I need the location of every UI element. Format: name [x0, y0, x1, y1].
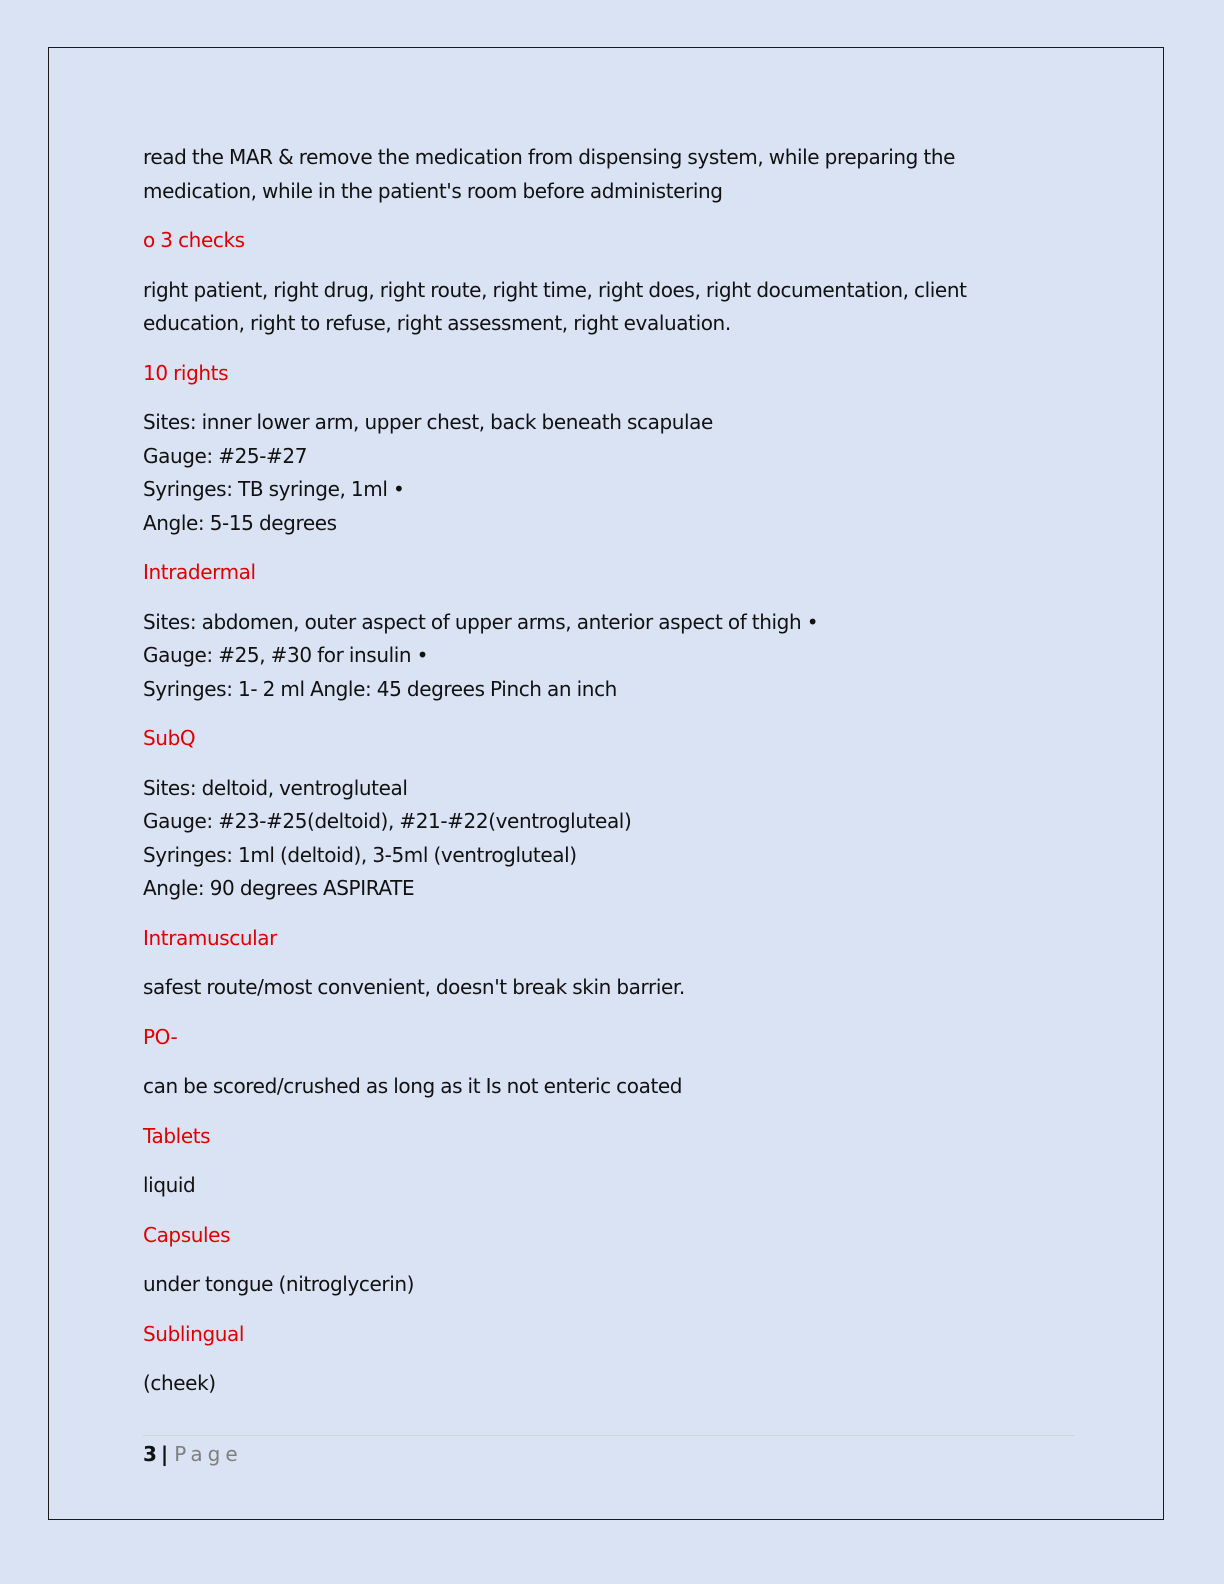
text-line: Syringes: 1- 2 ml Angle: 45 degrees Pinch an inch	[143, 676, 617, 701]
section-heading	[143, 224, 1083, 258]
text-line: Sites: deltoid, ventrogluteal	[143, 775, 408, 800]
paragraph	[143, 1169, 1083, 1203]
text-line: Angle: 5-15 degrees	[143, 510, 337, 535]
text-line: Sites: abdomen, outer aspect of upper arms, anterior aspect of thigh •	[143, 609, 819, 634]
text-line: Angle: 90 degrees ASPIRATE	[143, 876, 415, 900]
text-line: under tongue (nitroglycerin)	[143, 1272, 415, 1296]
page-footer	[143, 1440, 243, 1468]
paragraph	[143, 1367, 1083, 1401]
text-line: liquid	[143, 1173, 196, 1197]
text-line: Syringes: 1ml (deltoid), 3-5ml (ventrogluteal)	[143, 842, 577, 867]
section-heading	[143, 922, 1083, 956]
footer-divider	[143, 1435, 1075, 1436]
text-line: safest route/most convenient, doesn't break skin barrier.	[143, 975, 685, 999]
paragraph	[143, 406, 1083, 540]
text-line: Sites: inner lower arm, upper chest, back beneath scapulae	[143, 410, 713, 434]
text-line: Tablets	[143, 1123, 211, 1148]
page-label: Page	[174, 1442, 243, 1466]
text-line: Sublingual	[143, 1321, 245, 1346]
text-line: Intradermal	[143, 560, 256, 584]
section-heading	[143, 1120, 1083, 1154]
text-line: Gauge: #25, #30 for insulin •	[143, 643, 429, 667]
page-number: 3	[143, 1442, 157, 1466]
text-line: can be scored/crushed as long as it Is not enteric coated	[143, 1074, 683, 1098]
text-line: (cheek)	[143, 1371, 216, 1395]
section-heading	[143, 1219, 1083, 1253]
paragraph	[143, 1268, 1083, 1302]
text-line: 10 rights	[143, 360, 229, 385]
paragraph	[143, 1070, 1083, 1104]
text-line: right patient, right drug, right route, right time, right does, right documentation, client	[143, 277, 967, 302]
text-line: medication, while in the patient's room before administering	[143, 178, 723, 203]
paragraph	[143, 141, 1083, 208]
section-heading	[143, 1318, 1083, 1352]
text-line: read the MAR & remove the medication from dispensing system, while preparing the	[143, 145, 956, 169]
text-line: Intramuscular	[143, 925, 277, 950]
section-heading	[143, 556, 1083, 590]
text-line: education, right to refuse, right assessment, right evaluation.	[143, 311, 731, 335]
document-body	[143, 141, 1083, 1417]
text-line: PO-	[143, 1024, 178, 1049]
section-heading	[143, 1021, 1083, 1055]
text-line: SubQ	[143, 726, 196, 750]
text-line: o 3 checks	[143, 228, 245, 252]
text-line: Capsules	[143, 1222, 231, 1247]
text-line: Gauge: #23-#25(deltoid), #21-#22(ventrogluteal)	[143, 809, 632, 833]
section-heading	[143, 357, 1083, 391]
section-heading	[143, 722, 1083, 756]
paragraph	[143, 971, 1083, 1005]
text-line: Syringes: TB syringe, 1ml •	[143, 477, 405, 501]
text-line: Gauge: #25-#27	[143, 443, 308, 468]
paragraph	[143, 772, 1083, 906]
footer-separator: |	[160, 1442, 169, 1466]
paragraph	[143, 274, 1083, 341]
paragraph	[143, 606, 1083, 707]
